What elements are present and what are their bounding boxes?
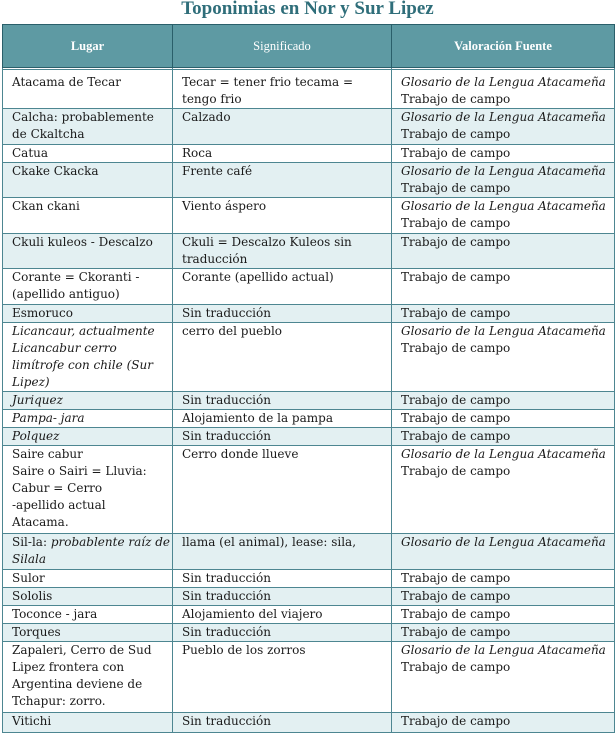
toponimias-table: [2, 24, 615, 733]
cell-lugar: Vitichi: [3, 713, 173, 733]
cell-significado: Alojamiento del viajero: [173, 606, 392, 624]
table-row: [3, 428, 615, 446]
cell-significado: Sin traducción: [173, 392, 392, 410]
cell-lugar: Esmoruco: [3, 305, 173, 323]
cell-fuente: Glosario de la Lengua Atacameña Trabajo de campo: [392, 323, 615, 392]
table-row: [3, 606, 615, 624]
cell-significado: Sin traducción: [173, 588, 392, 606]
header-row: [3, 25, 615, 68]
cell-fuente: Trabajo de campo: [392, 570, 615, 588]
cell-significado: Sin traducción: [173, 428, 392, 446]
cell-significado: Calzado: [173, 109, 392, 145]
table-row: [3, 624, 615, 642]
cell-fuente: Trabajo de campo: [392, 269, 615, 305]
cell-fuente: Glosario de la Lengua Atacameña Trabajo de campo: [392, 163, 615, 198]
cell-significado: llama (el animal), lease: sila,: [173, 534, 392, 570]
cell-significado: Sin traducción: [173, 713, 392, 733]
cell-fuente: Trabajo de campo: [392, 410, 615, 428]
cell-fuente: Trabajo de campo: [392, 624, 615, 642]
header-lugar: Lugar: [3, 25, 173, 68]
cell-lugar: Calcha: probablemente de Ckaltcha: [3, 109, 173, 145]
cell-lugar: Polquez: [3, 428, 173, 446]
cell-significado: Sin traducción: [173, 305, 392, 323]
cell-lugar: Saire cabur Saire o Sairi = Lluvia: Cabur = Cerro -apellido actual Atacama.: [3, 446, 173, 534]
table-row: [3, 713, 615, 733]
cell-lugar: Sololis: [3, 588, 173, 606]
table-row: [3, 410, 615, 428]
cell-lugar: Juriquez: [3, 392, 173, 410]
cell-fuente: Trabajo de campo: [392, 305, 615, 323]
table-row: [3, 145, 615, 163]
table-row: [3, 305, 615, 323]
table-row: [3, 323, 615, 392]
cell-fuente: Trabajo de campo: [392, 428, 615, 446]
cell-significado: Alojamiento de la pampa: [173, 410, 392, 428]
cell-fuente: Glosario de la Lengua Atacameña Trabajo de campo: [392, 70, 615, 109]
cell-significado: Pueblo de los zorros: [173, 642, 392, 713]
cell-significado: Sin traducción: [173, 624, 392, 642]
cell-fuente: Trabajo de campo: [392, 606, 615, 624]
cell-significado: Frente café: [173, 163, 392, 198]
cell-lugar: Atacama de Tecar: [3, 70, 173, 109]
cell-fuente: Trabajo de campo: [392, 392, 615, 410]
cell-lugar: Pampa- jara: [3, 410, 173, 428]
cell-fuente: Glosario de la Lengua Atacameña Trabajo de campo: [392, 446, 615, 534]
cell-lugar: Corante = Ckoranti - (apellido antiguo): [3, 269, 173, 305]
cell-significado: Ckuli = Descalzo Kuleos sin traducción: [173, 234, 392, 269]
table-row: [3, 109, 615, 145]
table-row: [3, 534, 615, 570]
cell-significado: Corante (apellido actual): [173, 269, 392, 305]
cell-lugar: Sil-la: probablente raíz de Silala: [3, 534, 173, 570]
cell-lugar: Licancaur, actualmente Licancabur cerro limítrofe con chile (Sur Lipez): [3, 323, 173, 392]
header-fuente: Valoración Fuente: [392, 25, 615, 68]
cell-significado: Viento áspero: [173, 198, 392, 234]
cell-lugar: Ckan ckani: [3, 198, 173, 234]
header-significado: Significado: [173, 25, 392, 68]
cell-lugar: Toconce - jara: [3, 606, 173, 624]
cell-lugar: Ckake Ckacka: [3, 163, 173, 198]
table-row: [3, 642, 615, 713]
cell-fuente: Glosario de la Lengua Atacameña Trabajo de campo: [392, 109, 615, 145]
cell-fuente: Trabajo de campo: [392, 713, 615, 733]
cell-significado: Sin traducción: [173, 570, 392, 588]
cell-fuente: Trabajo de campo: [392, 145, 615, 163]
table-row: [3, 446, 615, 534]
cell-significado: Roca: [173, 145, 392, 163]
cell-significado: cerro del pueblo: [173, 323, 392, 392]
table-row: [3, 234, 615, 269]
cell-fuente: Glosario de la Lengua Atacameña Trabajo de campo: [392, 198, 615, 234]
cell-lugar: Ckuli kuleos - Descalzo: [3, 234, 173, 269]
table-row: [3, 588, 615, 606]
cell-fuente: Glosario de la Lengua Atacameña Trabajo de campo: [392, 642, 615, 713]
table-row: [3, 70, 615, 109]
table-row: [3, 392, 615, 410]
cell-lugar: Zapaleri, Cerro de Sud Lipez frontera con Argentina deviene de Tchapur: zorro.: [3, 642, 173, 713]
table-row: [3, 198, 615, 234]
cell-fuente: Trabajo de campo: [392, 234, 615, 269]
table-row: [3, 570, 615, 588]
table-row: [3, 163, 615, 198]
cell-fuente: Trabajo de campo: [392, 588, 615, 606]
page-title: Toponimias en Nor y Sur Lipez: [181, 0, 434, 19]
cell-lugar: Torques: [3, 624, 173, 642]
cell-significado: Cerro donde llueve: [173, 446, 392, 534]
cell-fuente: Glosario de la Lengua Atacameña: [392, 534, 615, 570]
cell-lugar: Sulor: [3, 570, 173, 588]
table-row: [3, 269, 615, 305]
cell-lugar: Catua: [3, 145, 173, 163]
cell-significado: Tecar = tener frio tecama = tengo frio: [173, 70, 392, 109]
